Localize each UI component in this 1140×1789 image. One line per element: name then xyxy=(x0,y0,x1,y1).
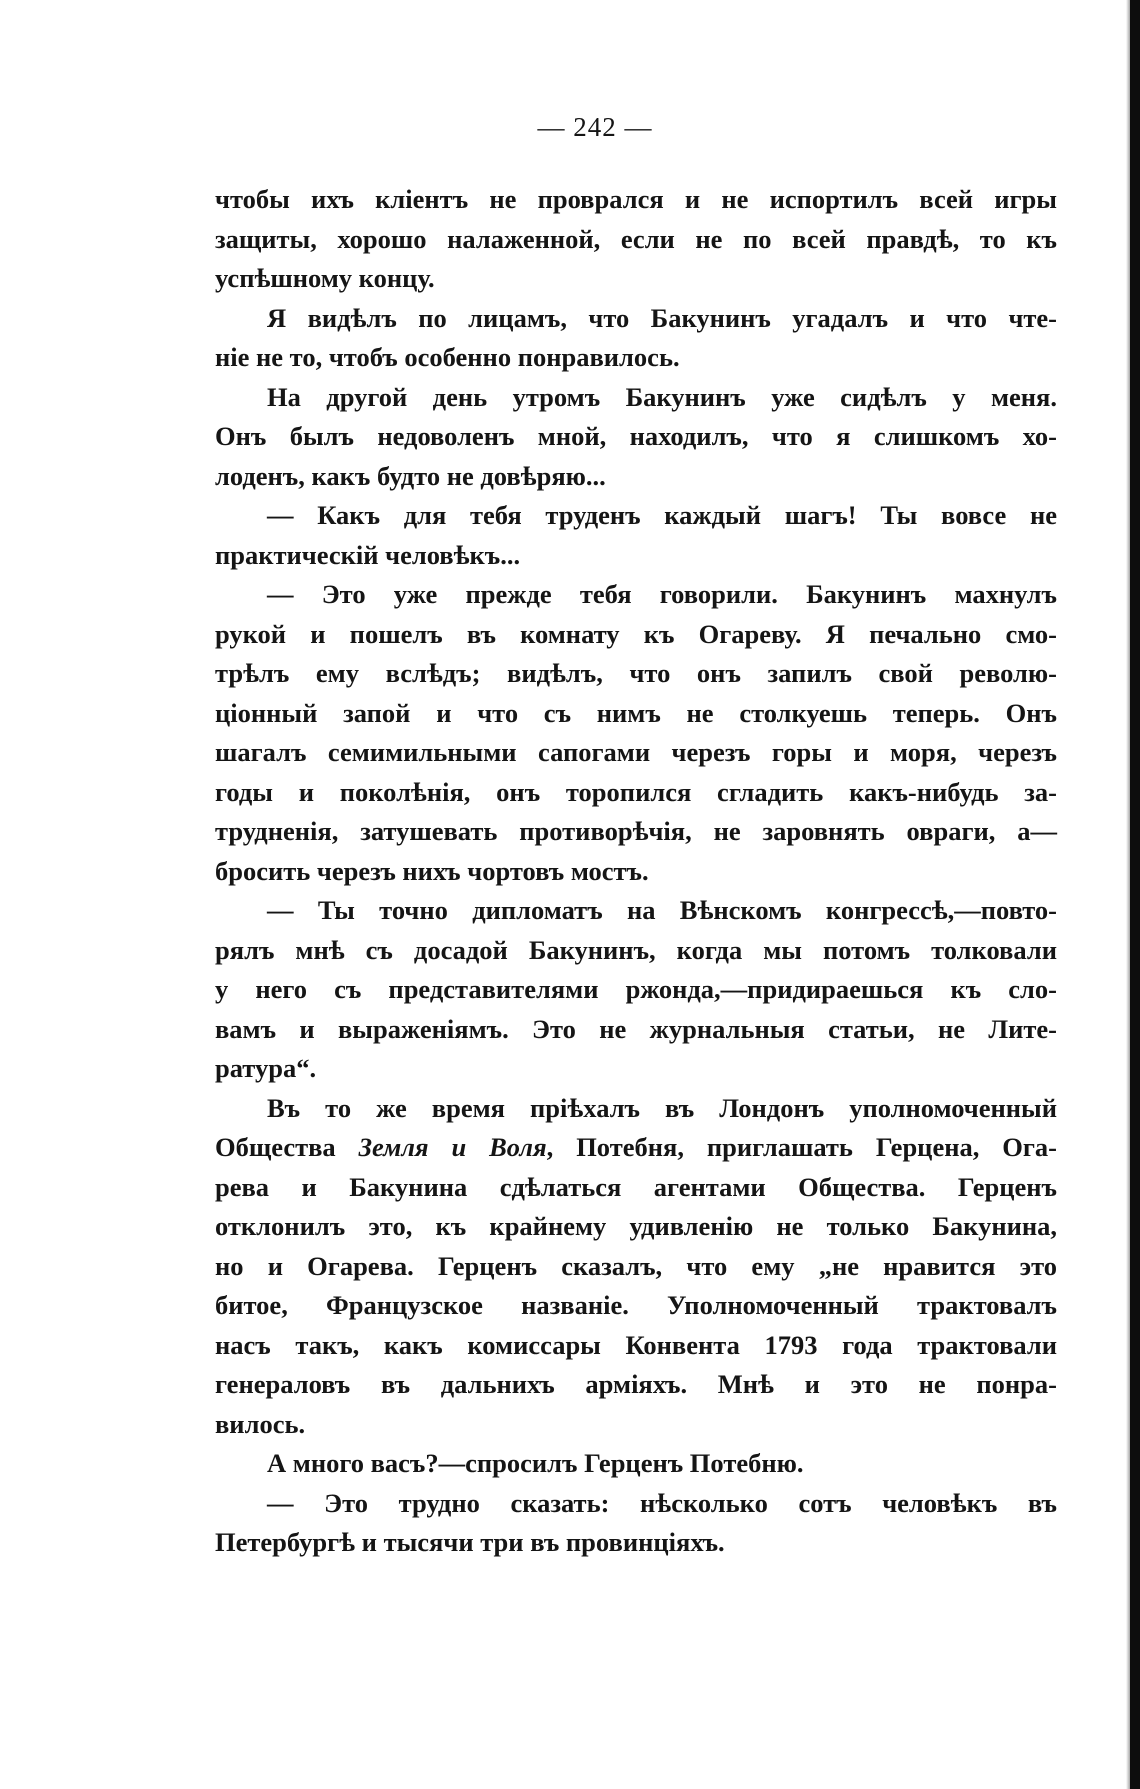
text-line: насъ такъ, какъ комиссары Конвента 1793 года трактовали xyxy=(215,1329,1057,1360)
text-line: практическій человѣкъ... xyxy=(215,539,521,570)
body-text xyxy=(215,180,1057,1563)
scan-edge xyxy=(1130,0,1140,1789)
text-line: рялъ мнѣ съ досадой Бакунинъ, когда мы потомъ толковали xyxy=(215,934,1057,965)
text-line: лоденъ, какъ будто не довѣряю... xyxy=(215,460,606,491)
text-run: , Потебня, приглашать Герцена, Ога- xyxy=(546,1132,1057,1162)
italic-society-name: Земля и Воля xyxy=(358,1132,547,1162)
text-line: трудненія, затушевать противорѣчія, не заровнять овраги, а— xyxy=(215,816,1057,846)
text-line: — Ты точно дипломатъ на Вѣнскомъ конгрессѣ,—повто- xyxy=(267,895,1057,925)
text-line: трѣлъ ему вслѣдъ; видѣлъ, что онъ запилъ свой револю- xyxy=(215,658,1057,688)
text-line: — Это уже прежде тебя говорили. Бакунинъ махнулъ xyxy=(267,579,1057,609)
text-line: у него съ представителями ржонда,—придираешься къ сло- xyxy=(215,974,1057,1004)
text-line: На другой день утромъ Бакунинъ уже сидѣлъ у меня. xyxy=(267,381,1057,412)
text-line: Въ то же время пріѣхалъ въ Лондонъ уполномоченный xyxy=(267,1092,1057,1123)
text-line: ніе не то, чтобъ особенно понравилось. xyxy=(215,342,680,372)
text-line: но и Огарева. Герценъ сказалъ, что ему „не нравится это xyxy=(215,1250,1057,1281)
text-line-with-italic xyxy=(215,1128,1057,1168)
text-line: — Какъ для тебя труденъ каждый шагъ! Ты вовсе не xyxy=(267,500,1057,530)
text-line: рукой и пошелъ въ комнату къ Огареву. Я печально смо- xyxy=(215,618,1057,649)
text-line: вамъ и выраженіямъ. Это не журнальныя статьи, не Лите- xyxy=(215,1013,1057,1044)
text-line: шагалъ семимильными сапогами черезъ горы и моря, черезъ xyxy=(215,737,1057,767)
text-line: — Это трудно сказать: нѣсколько сотъ человѣкъ въ xyxy=(267,1487,1057,1518)
text-line: битое, Французское названіе. Уполномоченный трактовалъ xyxy=(215,1290,1057,1320)
page-number: — 242 — xyxy=(537,112,653,142)
text-line: Онъ былъ недоволенъ мной, находилъ, что я слишкомъ хо- xyxy=(215,421,1057,451)
text-line: вилось. xyxy=(215,1408,306,1439)
text-line: А много васъ?—спросилъ Герценъ Потебню. xyxy=(267,1448,804,1478)
text-line: ратура“. xyxy=(215,1053,317,1083)
text-line: чтобы ихъ кліентъ не проврался и не испортилъ всей игры xyxy=(215,184,1057,214)
text-line: Я видѣлъ по лицамъ, что Бакунинъ угадалъ и что чте- xyxy=(267,302,1057,333)
text-line: Петербургѣ и тысячи три въ провинціяхъ. xyxy=(215,1527,725,1557)
text-line: генераловъ въ дальнихъ арміяхъ. Мнѣ и это не понра- xyxy=(215,1369,1057,1399)
text-run: Общества xyxy=(215,1132,359,1162)
text-line: защиты, хорошо налаженной, если не по всей правдѣ, то къ xyxy=(215,223,1057,254)
text-line: отклонилъ это, къ крайнему удивленію не только Бакунина, xyxy=(215,1211,1057,1241)
text-line: годы и поколѣнія, онъ торопился сгладить какъ-нибудь за- xyxy=(215,776,1057,807)
text-line: рева и Бакунина сдѣлаться агентами Общества. Герценъ xyxy=(215,1171,1057,1202)
text-line: ціонный запой и что съ нимъ не столкуешь теперь. Онъ xyxy=(215,697,1057,728)
text-line: успѣшному концу. xyxy=(215,263,435,293)
text-line: бросить черезъ нихъ чортовъ мостъ. xyxy=(215,855,649,886)
